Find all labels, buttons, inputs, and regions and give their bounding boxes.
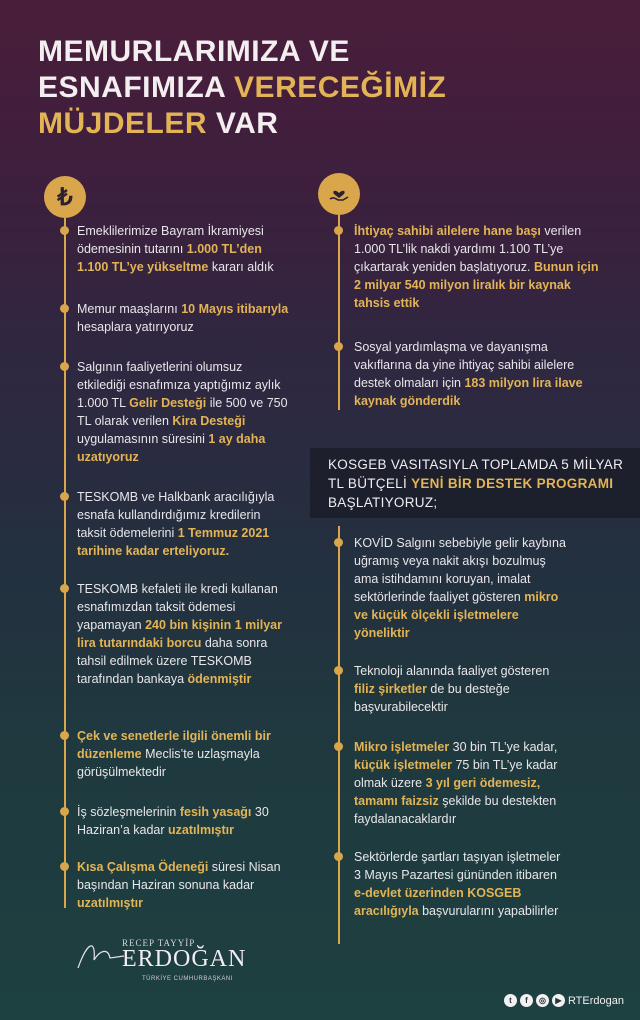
body-text: Meclis’te uzlaşmayla görüşülmektedir bbox=[77, 747, 260, 779]
signature-title: TÜRKİYE CUMHURBAŞKANI bbox=[142, 976, 233, 982]
signature-first-name: RECEP TAYYİP bbox=[122, 938, 196, 948]
body-text: de bu desteğe başvurabilecektir bbox=[354, 682, 510, 714]
highlight-text: küçük işletmeler bbox=[354, 758, 452, 772]
body-text: uygulamasının süresini bbox=[77, 432, 209, 446]
body-text: TESKOMB kefaleti ile kredi kullanan esnafımızdan taksit ödemesi yapamayan bbox=[77, 582, 278, 632]
body-text: hesaplara yatırıyoruz bbox=[77, 320, 194, 334]
kosgeb-timeline-line bbox=[338, 526, 340, 944]
highlight-text: Mikro işletmeler bbox=[354, 740, 450, 754]
list-item bbox=[77, 300, 289, 336]
list-item bbox=[77, 222, 289, 276]
youtube-icon[interactable]: ▶ bbox=[552, 994, 565, 1007]
highlight-text: 1 ay daha uzatıyoruz bbox=[77, 432, 266, 464]
highlight-text: fesih yasağı bbox=[179, 805, 252, 819]
body-text: Sosyal yardımlaşma ve dayanışma vakıflarına da yine ihtiyaç sahibi ailelere destek olmaları için bbox=[354, 340, 575, 390]
title-line-3-plain: VAR bbox=[207, 107, 279, 140]
list-item bbox=[77, 803, 289, 839]
highlight-text: 1 Temmuz 2021 tarihine kadar erteliyoruz. bbox=[77, 526, 270, 558]
title-line-2-highlight: VERECEĞİMİZ bbox=[234, 71, 447, 104]
body-text: daha sonra tahsil edilmek üzere TESKOMB tarafından bankaya bbox=[77, 636, 268, 686]
highlight-text: e-devlet üzerinden KOSGEB aracılığıyla bbox=[354, 886, 522, 918]
bullet-dot bbox=[334, 666, 343, 675]
body-text: başvurularını yapabilirler bbox=[418, 904, 559, 918]
list-item bbox=[77, 488, 289, 560]
bullet-dot bbox=[334, 742, 343, 751]
highlight-text: uzatılmıştır bbox=[77, 896, 143, 910]
bullet-dot bbox=[334, 538, 343, 547]
bullet-dot bbox=[60, 362, 69, 371]
bullet-dot bbox=[60, 304, 69, 313]
body-text: süresi Nisan başından Haziran sonuna kadar bbox=[77, 860, 281, 892]
highlight-text: YENİ BİR DESTEK PROGRAMI bbox=[411, 476, 614, 491]
list-item bbox=[354, 662, 568, 716]
highlight-text: Gelir Desteği bbox=[129, 396, 207, 410]
bullet-dot bbox=[60, 226, 69, 235]
body-text: Sektörlerde şartları taşıyan işletmeler 3 Mayıs Pazartesi gününden itibaren bbox=[354, 850, 561, 882]
body-text: 75 bin TL’ye kadar olmak üzere bbox=[354, 758, 558, 790]
highlight-text: filiz şirketler bbox=[354, 682, 427, 696]
body-text: İş sözleşmelerinin bbox=[77, 805, 180, 819]
body-text: BAŞLATIYORUZ; bbox=[328, 495, 438, 510]
list-item bbox=[354, 534, 568, 642]
highlight-text: İhtiyaç sahibi ailelere hane başı bbox=[354, 224, 541, 238]
body-text: KOSGEB VASITASIYLA TOPLAMDA 5 MİLYAR TL BÜTÇELİ bbox=[328, 457, 624, 491]
body-text: verilen 1.000 TL’lik nakdi yardımı 1.100 TL’ye çıkartarak yeniden başlatıyoruz. bbox=[354, 224, 582, 274]
highlight-text: 10 Mayıs itibarıyla bbox=[181, 302, 289, 316]
body-text: şekilde bu destekten faydalanacaklardır bbox=[354, 794, 557, 826]
facebook-icon[interactable]: f bbox=[520, 994, 533, 1007]
body-text: 30 Haziran’a kadar bbox=[77, 805, 269, 837]
bullet-dot bbox=[334, 226, 343, 235]
instagram-icon[interactable]: ◎ bbox=[536, 994, 549, 1007]
bullet-dot bbox=[60, 731, 69, 740]
title-line-2 bbox=[38, 70, 598, 106]
bullet-dot bbox=[60, 862, 69, 871]
list-item bbox=[77, 858, 289, 912]
highlight-text: 3 yıl geri ödemesiz, tamamı faizsiz bbox=[354, 776, 541, 808]
body-text: Teknoloji alanında faaliyet gösteren bbox=[354, 664, 550, 678]
signature-last-name: ERDOĞAN bbox=[122, 946, 247, 972]
highlight-text: 183 milyon lira ilave kaynak gönderdik bbox=[354, 376, 583, 408]
highlight-text: mikro ve küçük ölçekli işletmelere yöneliktir bbox=[354, 590, 559, 640]
body-text: Memur maaşlarını bbox=[77, 302, 182, 316]
highlight-text: Çek ve senetlerle ilgili önemli bir düzenleme bbox=[77, 729, 271, 761]
highlight-text: Kısa Çalışma Ödeneği bbox=[77, 860, 209, 874]
list-item bbox=[354, 848, 568, 920]
page-title bbox=[38, 34, 598, 142]
body-text: 30 bin TL’ye kadar, bbox=[449, 740, 558, 754]
social-links bbox=[504, 994, 624, 1007]
list-item bbox=[354, 222, 604, 312]
highlight-text: 1.000 TL’den 1.100 TL’ye yükseltme bbox=[77, 242, 262, 274]
heart-hand-icon bbox=[318, 173, 360, 215]
bullet-dot bbox=[334, 342, 343, 351]
lira-icon bbox=[44, 176, 86, 218]
body-text: Emeklilerimize Bayram İkramiyesi ödemesinin tutarını bbox=[77, 224, 264, 256]
highlight-text: uzatılmıştır bbox=[168, 823, 235, 837]
highlight-text: Kira Desteği bbox=[172, 414, 246, 428]
body-text: KOVİD Salgını sebebiyle gelir kaybına uğramış veya nakit akışı bozulmuş ama istihdamını koruyan, imalat sektörlerinde faaliyet gösteren bbox=[354, 536, 566, 604]
left-timeline-line bbox=[64, 218, 66, 908]
body-text: Salgının faaliyetlerini olumsuz etkilediği esnafımıza yaptığımız aylık 1.000 TL bbox=[77, 360, 281, 410]
twitter-icon[interactable]: t bbox=[504, 994, 517, 1007]
bullet-dot bbox=[60, 492, 69, 501]
right-timeline-line bbox=[338, 215, 340, 410]
highlight-text: ödenmiştir bbox=[187, 672, 252, 686]
body-text: ile 500 ve 750 TL olarak verilen bbox=[77, 396, 288, 428]
title-line-2-plain: ESNAFIMIZA bbox=[38, 71, 235, 104]
bullet-dot bbox=[334, 852, 343, 861]
lira-symbol: ₺ bbox=[57, 183, 73, 211]
body-text: kararı aldık bbox=[208, 260, 274, 274]
body-text: TESKOMB ve Halkbank aracılığıyla esnafa kullandırdığımız kredilerin taksit ödemelerini bbox=[77, 490, 275, 540]
title-line-3 bbox=[38, 106, 598, 142]
highlight-text: Bunun için 2 milyar 540 milyon liralık bir kaynak tahsis ettik bbox=[354, 260, 599, 310]
list-item bbox=[354, 738, 568, 828]
list-item bbox=[77, 727, 289, 781]
bullet-dot bbox=[60, 807, 69, 816]
title-line-3-highlight: MÜJDELER bbox=[38, 107, 208, 140]
kosgeb-banner-text bbox=[328, 455, 628, 512]
highlight-text: 240 bin kişinin 1 milyar lira tutarındaki borcu bbox=[77, 618, 282, 650]
list-item bbox=[77, 358, 289, 466]
list-item bbox=[354, 338, 604, 410]
social-handle[interactable]: RTErdogan bbox=[567, 994, 624, 1007]
list-item bbox=[77, 580, 289, 688]
bullet-dot bbox=[60, 584, 69, 593]
title-line-1: MEMURLARIMIZA VE bbox=[38, 35, 350, 68]
